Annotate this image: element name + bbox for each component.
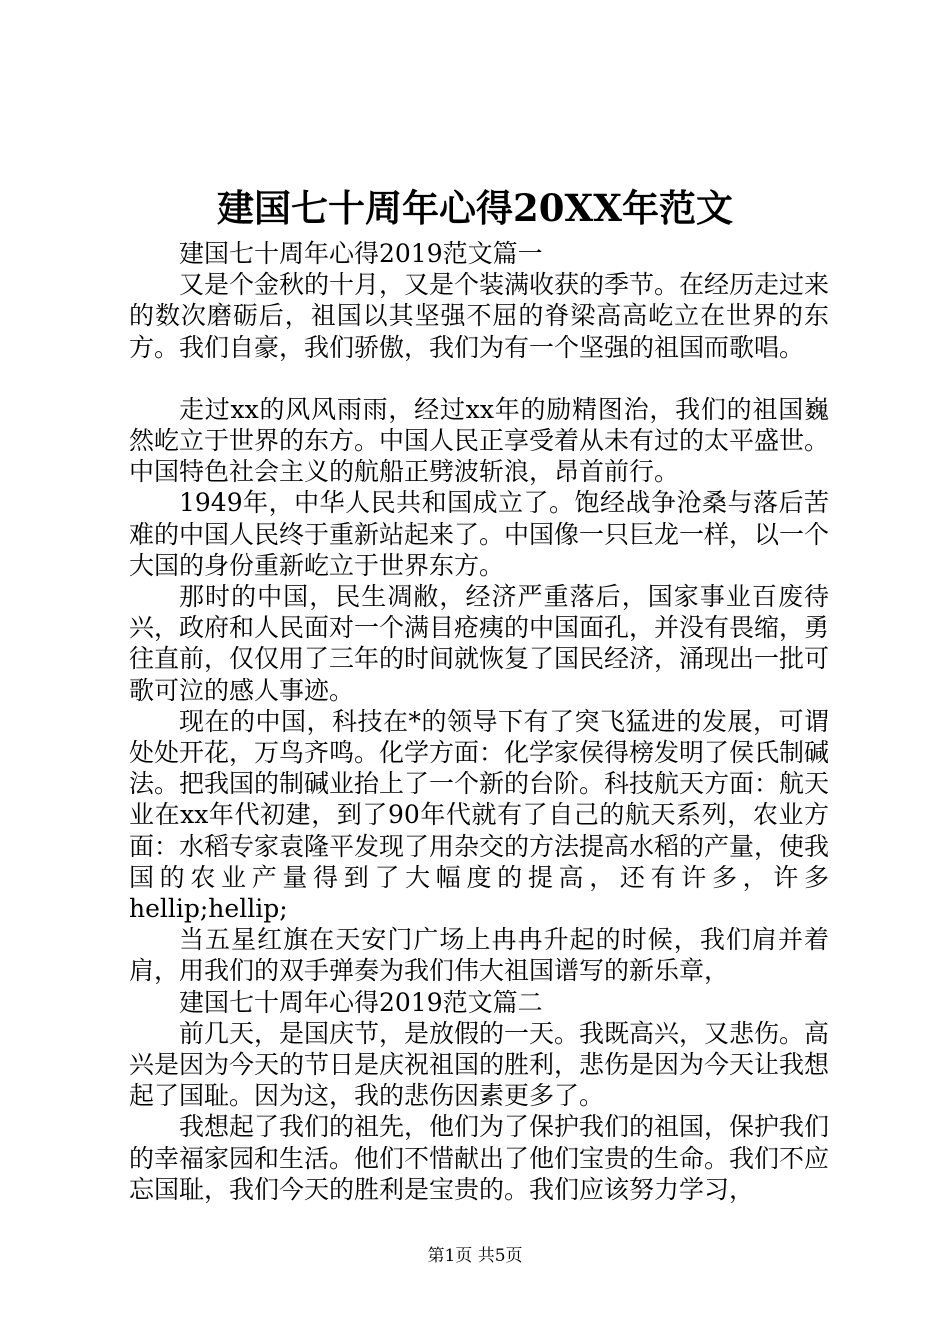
paragraph: 当五星红旗在天安门广场上冉冉升起的时候，我们肩并着肩，用我们的双手弹奏为我们伟大祖国谱写的新乐章， bbox=[129, 925, 829, 986]
paragraph: 我想起了我们的祖先，他们为了保护我们的祖国，保护我们的幸福家园和生活。他们不惜献出了他们宝贵的生命。我们不应忘国耻，我们今天的胜利是宝贵的。我们应该努力学习， bbox=[129, 1112, 830, 1204]
document-title: 建国七十周年心得20XX年范文 bbox=[217, 186, 733, 230]
paragraph: 走过xx的风风雨雨，经过xx年的励精图治，我们的祖国巍然屹立于世界的东方。中国人民正享受着从未有过的太平盛世。中国特色社会主义的航船正劈波斩浪，昂首前行。 bbox=[129, 394, 830, 487]
paragraph: 1949年，中华人民共和国成立了。饱经战争沧桑与落后苦难的中国人民终于重新站起来了。中国像一只巨龙一样，以一个大国的身份重新屹立于世界东方。 bbox=[129, 488, 830, 580]
paragraph: 现在的中国，科技在*的领导下有了突飞猛进的发展，可谓处处开花，万鸟齐鸣。化学方面：化学家侯得榜发明了侯氏制碱法。把我国的制碱业抬上了一个新的台阶。科技航天方面：航天业在xx年代初建，到了90年代就有了自己的航天系列，农业方面：水稻专家袁隆平发现了用杂交的方法提高水稻的产量，使我国的农业产量得到了大幅度的提高，还有许多，许多hellip;hellip; bbox=[129, 706, 830, 924]
section-heading-1: 建国七十周年心得2019范文篇一 bbox=[179, 239, 543, 268]
paragraph: 前几天，是国庆节，是放假的一天。我既高兴，又悲伤。高兴是因为今天的节日是庆祝祖国的胜利，悲伤是因为今天让我想起了国耻。因为这，我的悲伤因素更多了。 bbox=[129, 1018, 830, 1111]
section-heading-2: 建国七十周年心得2019范文篇二 bbox=[179, 987, 543, 1017]
paragraph: 那时的中国，民生凋敝，经济严重落后，国家事业百废待兴，政府和人民面对一个满目疮痍的中国面孔，并没有畏缩，勇往直前，仅仅用了三年的时间就恢复了国民经济，涌现出一批可歌可泣的感人事迹。 bbox=[129, 582, 830, 705]
page-footer: 第1页 共5页 bbox=[427, 1246, 523, 1266]
paragraph: 又是个金秋的十月，又是个装满收获的季节。在经历走过来的数次磨砺后，祖国以其坚强不屈的脊梁高高屹立在世界的东方。我们自豪，我们骄傲，我们为有一个坚强的祖国而歌唱。 bbox=[129, 270, 830, 362]
document-body bbox=[129, 238, 829, 1205]
paragraph-spacer bbox=[129, 363, 829, 394]
